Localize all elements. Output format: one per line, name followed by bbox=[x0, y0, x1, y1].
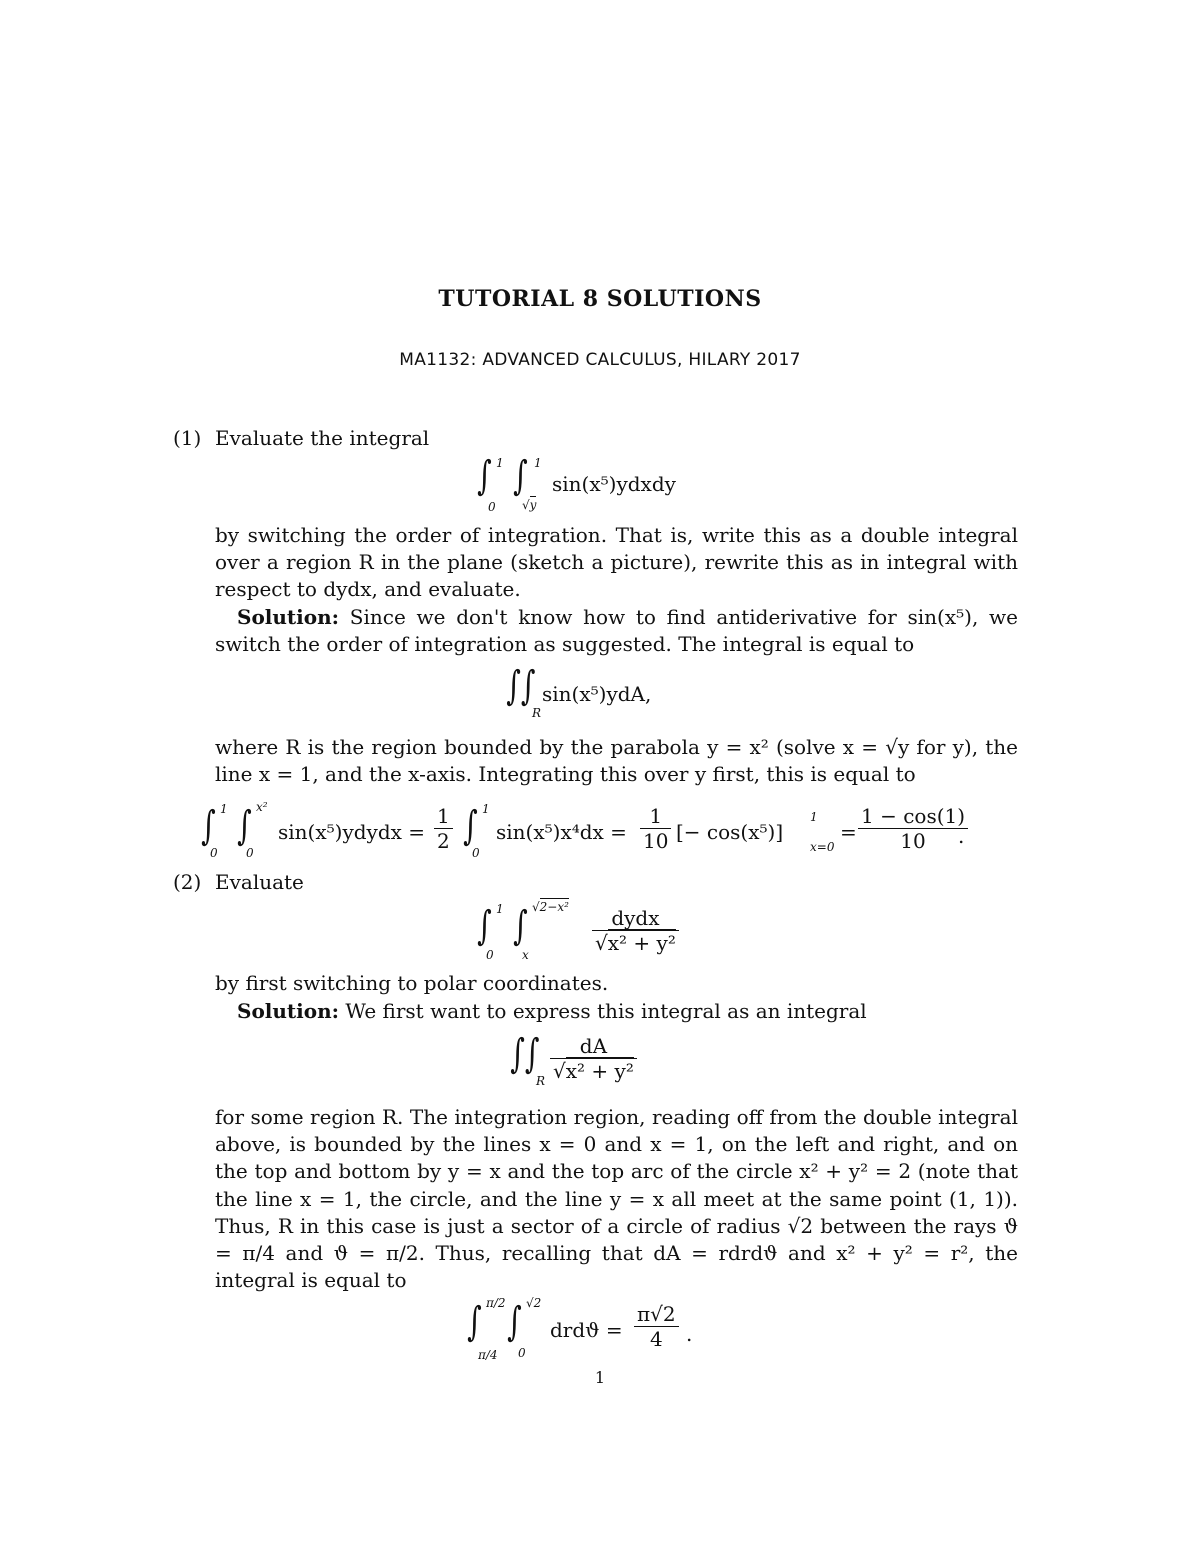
problem-1-prompt: Evaluate the integral bbox=[215, 426, 430, 450]
solution-2-label: Solution: bbox=[237, 999, 340, 1023]
problem-1-evaluation: ∫ 1 0 ∫ x² 0 sin(x⁵)ydydx = $\frac{1}{2}$ ∫ 1 0 sin(x⁵)x⁴dx = $\frac{1}{10}$ [− cos(x⁵)] 1 x=0 = $\frac{1 - \cos(1)}{10}$ . bbox=[198, 800, 978, 864]
double-integral-integrand: sin(x⁵)ydA, bbox=[542, 682, 652, 706]
eval-part-1: sin(x⁵)ydydx = bbox=[278, 820, 426, 844]
problem-2-double-integral: ∫∫ R $\frac{dA}{\text{√x² + y²}}$ bbox=[504, 1028, 684, 1098]
half-fraction: $\frac{1}{2}$ bbox=[434, 804, 453, 853]
eval-part-3: [− cos(x⁵)] bbox=[676, 820, 784, 844]
problem-2-final-integral: ∫ π/2 π/4 ∫ √2 0 drdϑ = $\frac{\pi√2}{4}$ . bbox=[467, 1296, 693, 1362]
problem-2-integral: ∫ 1 0 ∫ √2−x² x dydx √x² + y² bbox=[474, 898, 704, 968]
problem-2-fraction: dydx √x² + y² bbox=[592, 906, 679, 955]
solution-2-text: We first want to express this integral as an integral bbox=[345, 999, 867, 1023]
eval-part-2: sin(x⁵)x⁴dx = bbox=[496, 820, 627, 844]
final-integrand: drdϑ = bbox=[550, 1318, 623, 1342]
tenth-fraction: $\frac{1}{10}$ bbox=[640, 804, 671, 853]
problem-2-region: for some region R. The integration region, reading off from the double integral above, is bounded by the lines x = 0 and x = 1, on the left and right, and on the top and bottom by y = x and the top arc of the circle x² + y² = 2 (note that the line x = 1, the circle, and the line y = x all meet at the same point (1, 1)). Thus, R in this case is just a sector of a circle of radius √2 between the rays ϑ = π/4 and ϑ = π/2. Thus, recalling that dA = rdrdϑ and x² + y² = r², the integral is equal to bbox=[215, 1105, 1018, 1293]
problem-1-number: (1) bbox=[173, 426, 202, 450]
solution-1-label: Solution: bbox=[237, 605, 340, 629]
result-fraction: $\frac{1 - \cos(1)}{10}$ bbox=[858, 804, 968, 853]
solution-1-text: Since we don't know how to find antiderivative for sin(x⁵), we switch the order of integration as suggested. The integral is equal to bbox=[215, 605, 1018, 657]
problem-1-body: by switching the order of integration. That is, write this as a double integral over a region R in the plane (sketch a picture), rewrite this as in integral with respect to dydx, and evaluate. bbox=[215, 523, 1018, 602]
final-fraction: $\frac{\pi√2}{4}$ bbox=[634, 1302, 679, 1351]
course-subtitle: MA1132: ADVANCED CALCULUS, HILARY 2017 bbox=[399, 350, 801, 370]
problem-2-body: by first switching to polar coordinates. bbox=[215, 971, 609, 995]
problem-2-prompt: Evaluate bbox=[215, 870, 304, 894]
page-number: 1 bbox=[594, 1368, 606, 1387]
problem-1-solution bbox=[215, 604, 1018, 658]
problem-1-integrand: sin(x⁵)ydxdy bbox=[552, 472, 676, 496]
problem-2-solution bbox=[215, 998, 1018, 1025]
problem-1-region: where R is the region bounded by the parabola y = x² (solve x = √y for y), the line x = 1, and the x-axis. Integrating this over y first, this is equal to bbox=[215, 735, 1018, 787]
dA-fraction: $\frac{dA}{\text{√x² + y²}}$ bbox=[550, 1034, 637, 1083]
page-title: TUTORIAL 8 SOLUTIONS bbox=[438, 286, 762, 312]
problem-1-double-integral: ∫∫ R sin(x⁵)ydA, bbox=[506, 663, 652, 720]
problem-2-number: (2) bbox=[173, 870, 202, 894]
problem-1-integral: ∫ 1 0 ∫ 1 √y sin(x⁵)ydxdy bbox=[477, 453, 676, 514]
